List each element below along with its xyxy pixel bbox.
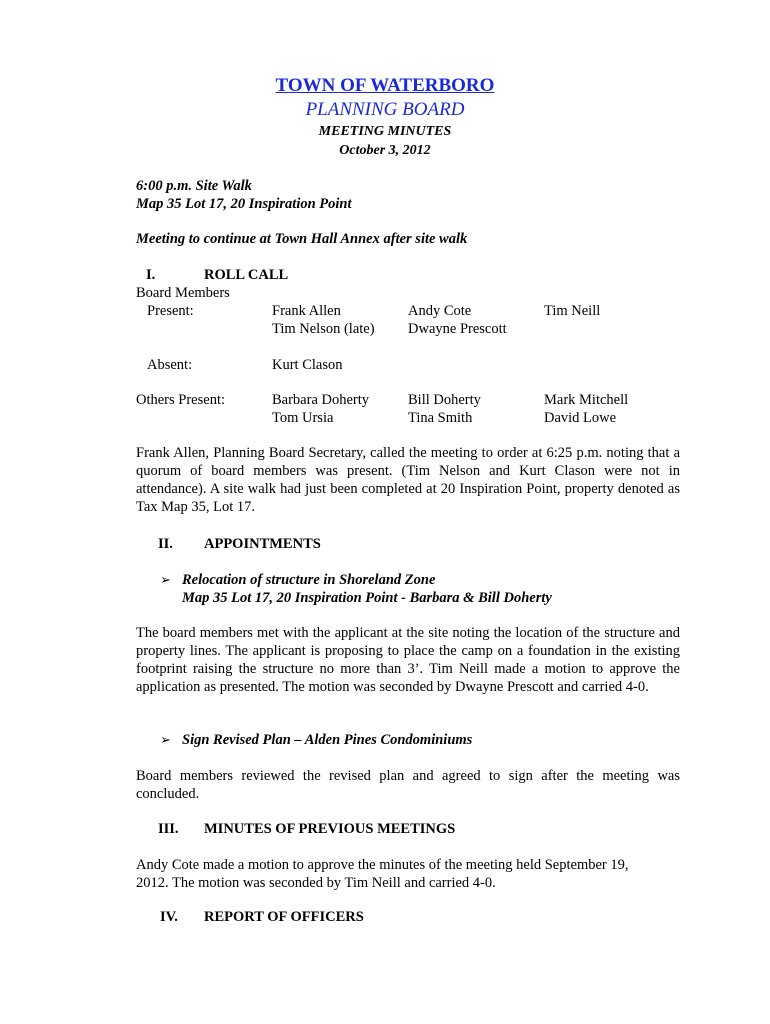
section-numeral-1: I. (146, 267, 156, 283)
others-present-label: Others Present: (136, 392, 225, 408)
appointment-item-title: Sign Revised Plan – Alden Pines Condominiums (182, 732, 473, 748)
town-title: TOWN OF WATERBORO (275, 75, 495, 96)
other-attendee: Tom Ursia (272, 410, 334, 426)
section-heading-officers: REPORT OF OFFICERS (204, 909, 364, 925)
board-members-label: Board Members (136, 285, 230, 301)
minutes-paragraph: Andy Cote made a motion to approve the minutes of the meeting held September 19, 2012. The motion was seconded by Tim Neill and carried 4-0. (136, 857, 629, 891)
other-attendee: David Lowe (544, 410, 617, 426)
appointment-item-paragraph: Board members reviewed the revised plan and agreed to sign after the meeting was concluded. (136, 768, 680, 802)
present-label: Present: (147, 303, 194, 319)
section-heading-roll-call: ROLL CALL (204, 267, 289, 283)
other-attendee: Bill Doherty (408, 392, 481, 408)
present-member: Tim Neill (544, 303, 601, 319)
site-walk-location: Map 35 Lot 17, 20 Inspiration Point (136, 196, 352, 212)
section-numeral-3: III. (158, 821, 179, 837)
absent-member: Kurt Clason (272, 357, 343, 373)
arrow-bullet-icon: ➢ (160, 732, 171, 747)
present-member: Frank Allen (272, 303, 341, 319)
section-heading-minutes: MINUTES OF PREVIOUS MEETINGS (204, 821, 456, 837)
board-title: PLANNING BOARD (305, 99, 465, 120)
arrow-bullet-icon: ➢ (160, 572, 171, 587)
other-attendee: Tina Smith (408, 410, 473, 426)
appointment-item-subtitle: Map 35 Lot 17, 20 Inspiration Point - Barbara & Bill Doherty (182, 590, 552, 606)
appointment-item-paragraph: The board members met with the applicant at the site noting the location of the structure and property lines. The applicant is proposing to place the camp on a foundation in the existing footprint raising the structure no more than 3’. Tim Neill made a motion to approve the application as presented. The motion was seconded by Dwayne Prescott and carried 4-0. (136, 625, 680, 695)
section-numeral-2: II. (158, 536, 173, 552)
present-member: Dwayne Prescott (408, 321, 507, 337)
site-walk-time: 6:00 p.m. Site Walk (136, 178, 252, 194)
present-member: Tim Nelson (late) (272, 321, 375, 337)
absent-label: Absent: (147, 357, 193, 373)
continue-note: Meeting to continue at Town Hall Annex after site walk (136, 231, 468, 247)
section-numeral-4: IV. (160, 909, 178, 925)
present-member: Andy Cote (408, 303, 472, 319)
appointment-item-title: Relocation of structure in Shoreland Zone (182, 572, 436, 588)
call-to-order-paragraph: Frank Allen, Planning Board Secretary, called the meeting to order at 6:25 p.m. noting that a quorum of board members was present. (Tim Nelson and Kurt Clason were not in attendance). A site walk had just been completed at 20 Inspiration Point, property denoted as Tax Map 35, Lot 17. (136, 445, 680, 515)
other-attendee: Mark Mitchell (544, 392, 629, 408)
meeting-date: October 3, 2012 (339, 143, 431, 158)
doc-type: MEETING MINUTES (318, 124, 452, 139)
other-attendee: Barbara Doherty (272, 392, 370, 408)
section-heading-appointments: APPOINTMENTS (204, 536, 321, 552)
